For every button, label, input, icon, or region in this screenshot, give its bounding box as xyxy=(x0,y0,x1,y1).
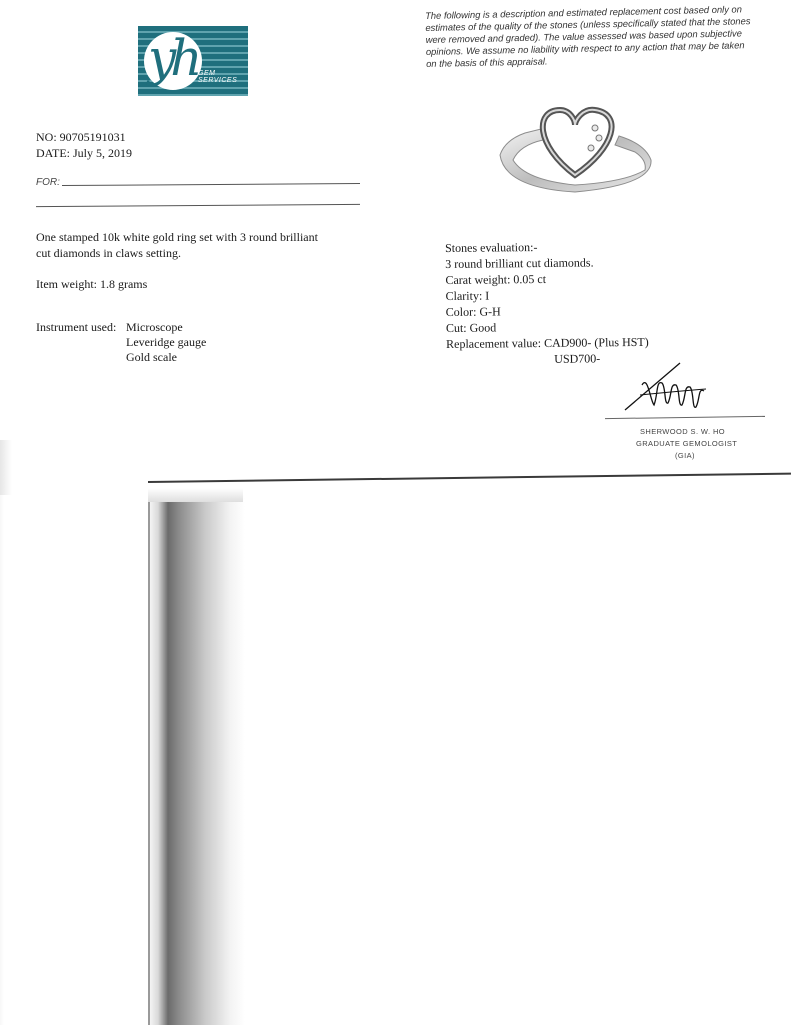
appraisal-number: NO: 90705191031 xyxy=(36,130,126,144)
stones-count: 3 round brilliant cut diamonds. xyxy=(445,255,594,271)
scan-edge xyxy=(0,495,4,1025)
for-label: FOR: xyxy=(36,177,60,188)
disclaimer-text: The following is a description and estimated replacement cost based only on estimates of the quality of the stones (unless specifically stated that the stones were removed and graded). The value assessed was based upon subjective opinions. We assume no liability with respect to any action that may be taken on the basis of this appraisal. xyxy=(425,3,751,69)
blank-sheet-shadow xyxy=(150,495,245,1025)
instrument-list xyxy=(126,320,206,365)
replacement-value-cad: Replacement value: CAD900- (Plus HST) xyxy=(446,334,649,351)
clarity: Clarity: I xyxy=(445,288,490,303)
ring-photo xyxy=(495,100,655,195)
appraisal-card xyxy=(0,0,791,495)
appraisal-date: DATE: July 5, 2019 xyxy=(36,146,132,160)
stones-heading: Stones evaluation:- xyxy=(445,240,538,255)
carat-weight: Carat weight: 0.05 ct xyxy=(445,271,547,287)
signatory-credential: (GIA) xyxy=(675,451,695,460)
signatory-title: GRADUATE GEMOLOGIST xyxy=(636,439,738,448)
item-weight: Item weight: 1.8 grams xyxy=(36,277,148,291)
cut-grade: Cut: Good xyxy=(445,320,497,335)
logo-subtitle: GEM SERVICES xyxy=(198,70,238,84)
instrument-label: Instrument used: xyxy=(36,320,117,334)
color-grade: Color: G-H xyxy=(445,304,501,319)
for-line-second xyxy=(36,204,360,207)
item-description: One stamped 10k white gold ring set with 3 round brilliant cut diamonds in claws setting. xyxy=(36,230,318,260)
for-line xyxy=(62,183,360,186)
instrument-item: Gold scale xyxy=(126,350,177,364)
company-logo xyxy=(138,26,248,96)
logo-mark: yh xyxy=(148,29,197,87)
instrument-item: Microscope xyxy=(126,320,183,334)
instrument-item: Leveridge gauge xyxy=(126,335,207,349)
signature xyxy=(620,355,710,420)
signatory-name: SHERWOOD S. W. HO xyxy=(640,427,726,436)
replacement-value-usd: USD700- xyxy=(554,351,601,366)
blank-sheet-corner xyxy=(148,488,243,502)
stones-evaluation xyxy=(445,238,649,368)
card-fold-shadow xyxy=(0,440,12,495)
